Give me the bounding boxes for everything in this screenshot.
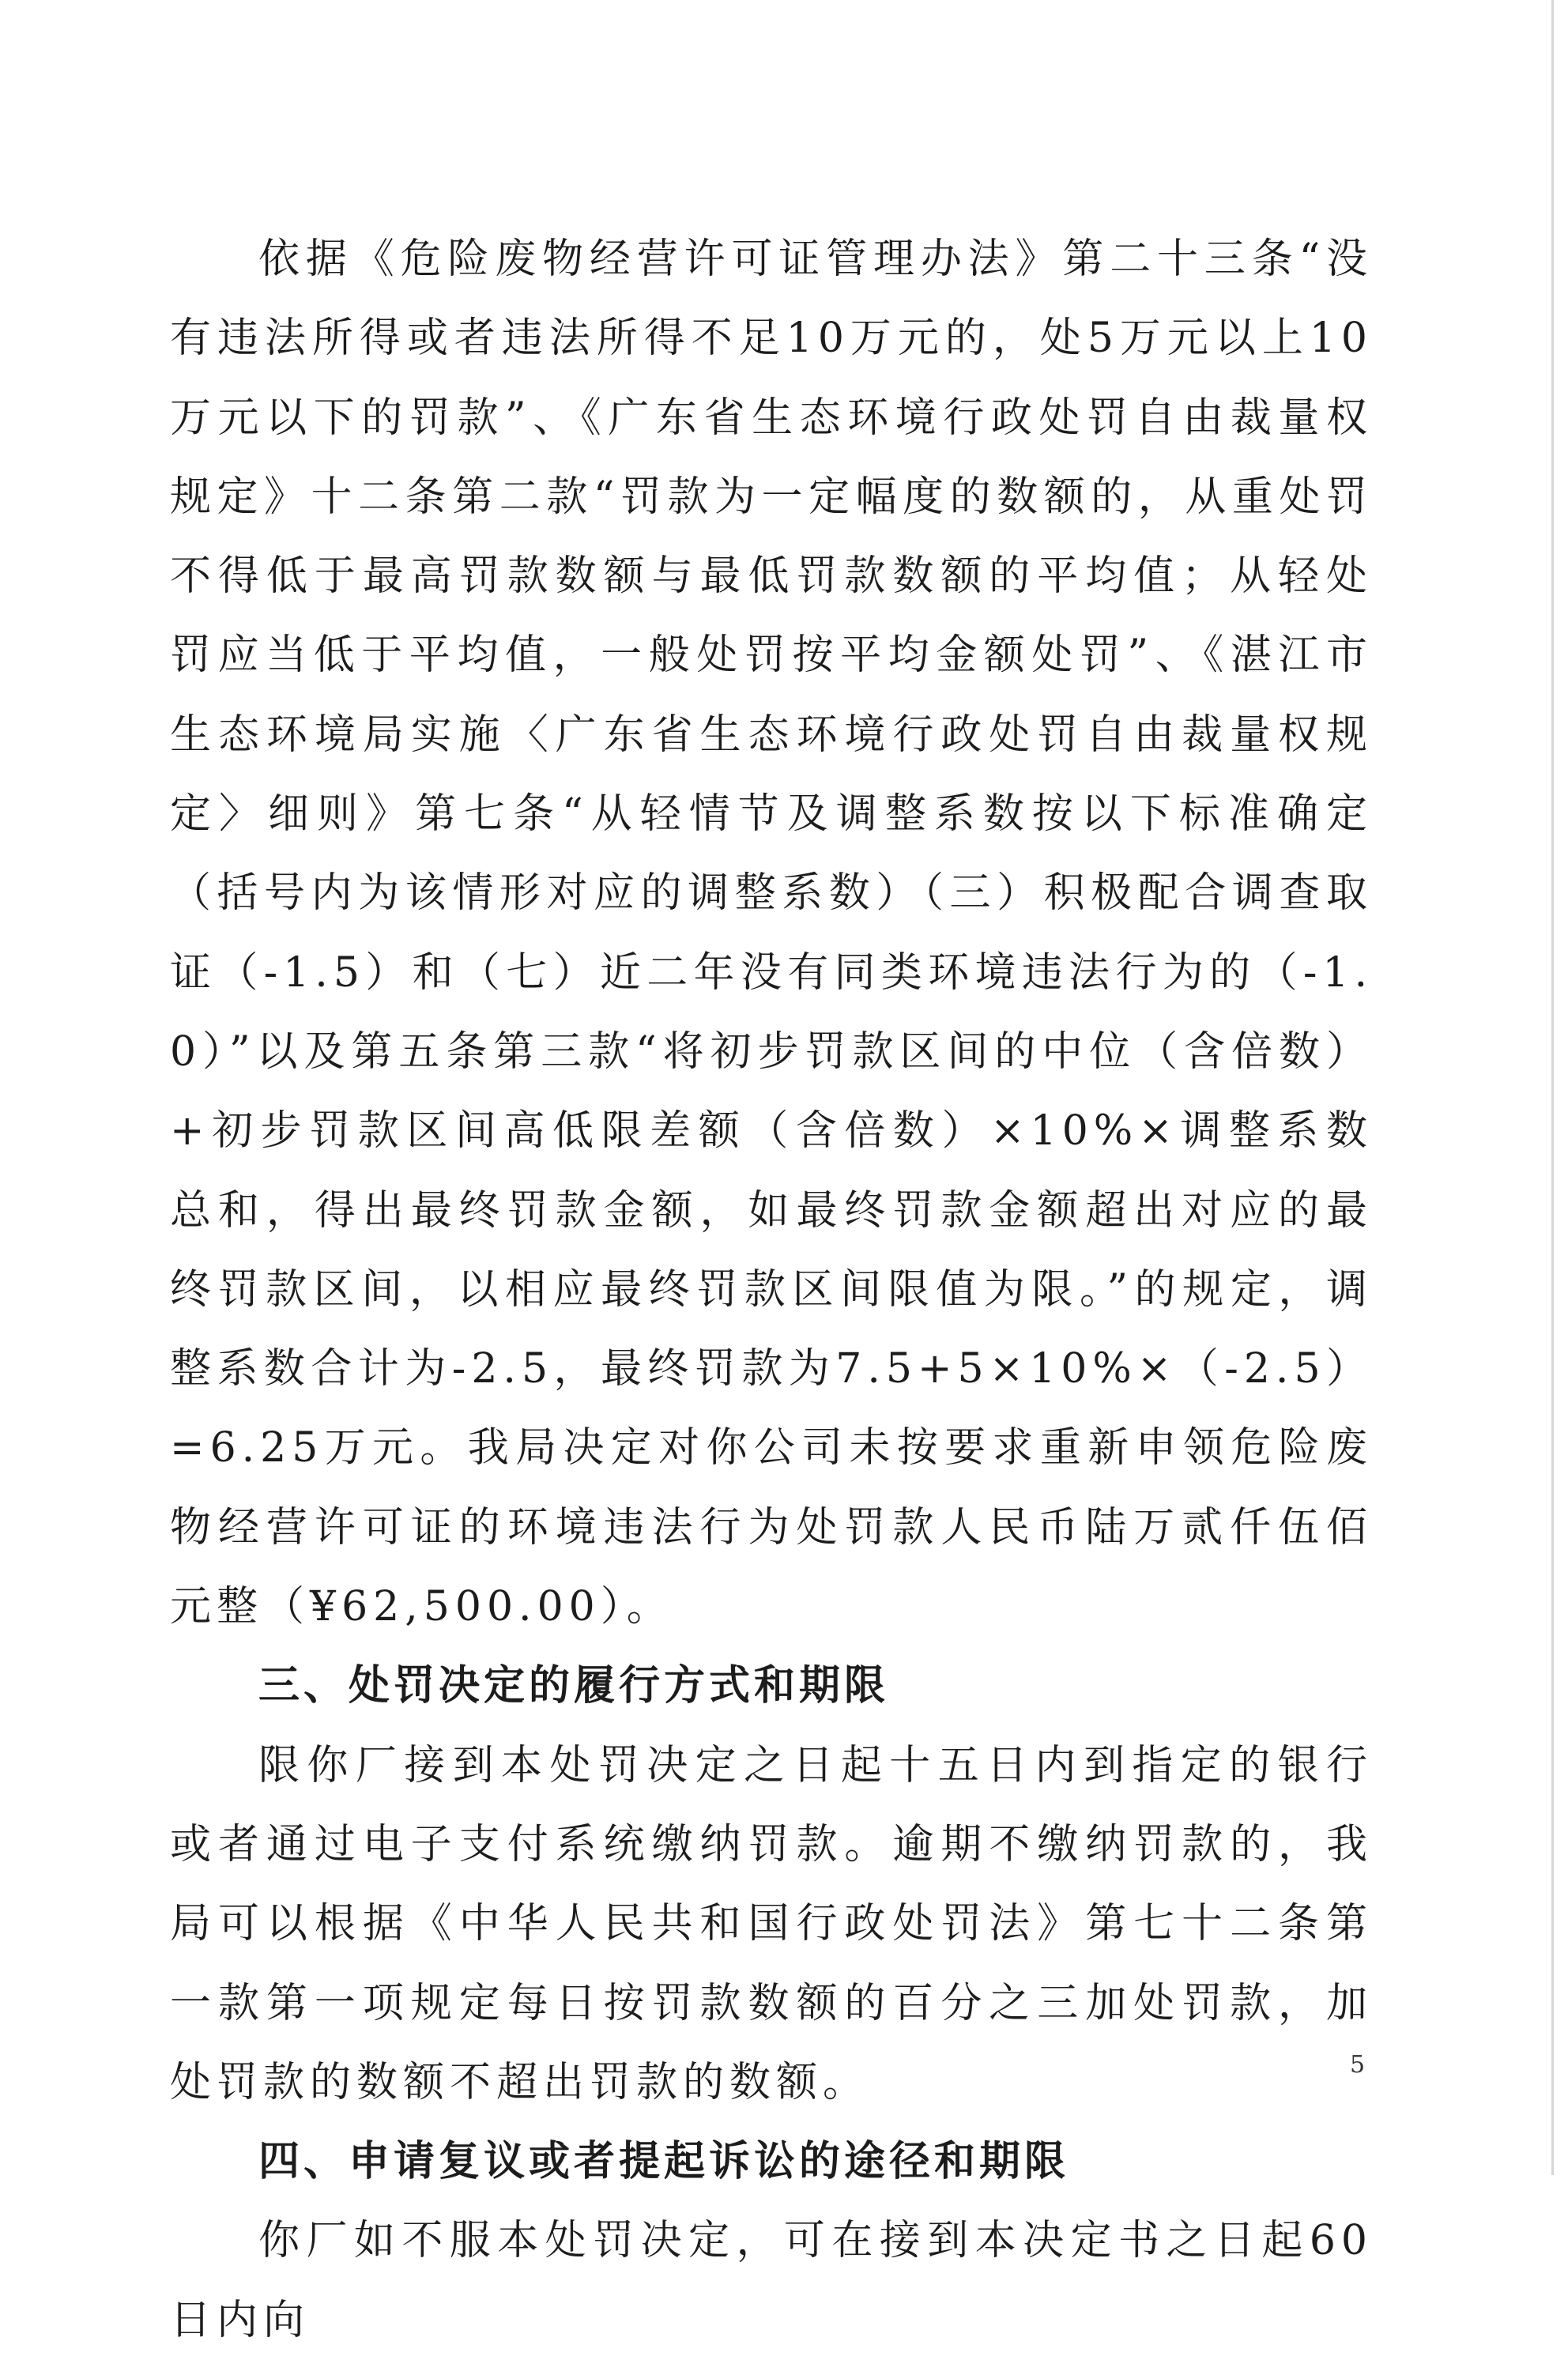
paragraph-appeal: 你厂如不服本处罚决定，可在接到本决定书之日起60日内向 bbox=[170, 2217, 1373, 2344]
paragraph-penalty-basis: 依据《危险废物经营许可证管理办法》第二十三条“没有违法所得或者违法所得不足10万元的，处5万元以上10万元以下的罚款”、《广东省生态环境行政处罚自由裁量权规定》十二条第二款“罚款为一定幅度的数额的，从重处罚不得低于最高罚款数额与最低罚款数额的平均值；从轻处罚应当低于平均值，一般处罚按平均金额处罚”、《湛江市生态环境局实施〈广东省生态环境行政处罚自由裁量权规定〉细则》第七条“从轻情节及调整系数按以下标准确定（括号内为该情形对应的调整系数）（三）积极配合调查取证（-1.5）和（七）近二年没有同类环境违法行为的（-1.0）”以及第五条第三款“将初步罚款区间的中位（含倍数）+初步罚款区间高低限差额（含倍数）×10%×调整系数总和，得出最终罚款金额，如最终罚款金额超出对应的最终罚款区间，以相应最终罚款区间限值为限。”的规定，调整系数合计为-2.5，最终罚款为7.5+5×10%×（-2.5）=6.25万元。我局决定对你公司未按要求重新申领危险废物经营许可证的环境违法行为处罚款人民币陆万贰仟伍佰元整（¥62,500.00）。 bbox=[170, 236, 1373, 1631]
page-number: 5 bbox=[1350, 2051, 1366, 2079]
paragraph-payment-terms: 限你厂接到本处罚决定之日起十五日内到指定的银行或者通过电子支付系统缴纳罚款。逾期不缴纳罚款的，我局可以根据《中华人民共和国行政处罚法》第七十二条第一款第一项规定每日按罚款数额的百分之三加处罚款，加处罚款的数额不超出罚款的数额。 bbox=[170, 1741, 1373, 2106]
page-edge bbox=[1551, 0, 1554, 2175]
section-heading-4: 四、申请复议或者提起诉讼的途径和期限 bbox=[258, 2138, 1070, 2186]
document-body bbox=[170, 220, 1373, 2360]
section-heading-3: 三、处罚决定的履行方式和期限 bbox=[258, 1662, 890, 1710]
